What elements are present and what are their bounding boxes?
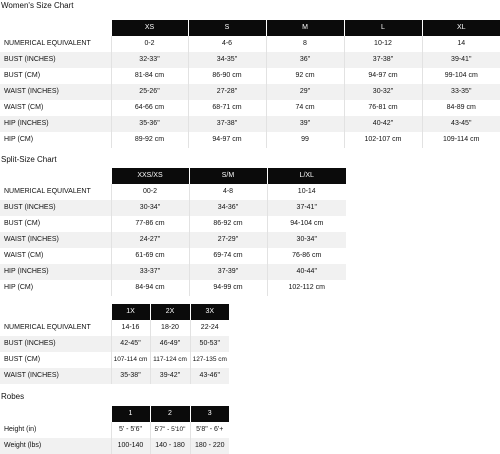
header-size-m: M — [266, 20, 344, 36]
womens-chart-title: Women's Size Chart — [1, 1, 74, 10]
cell-value: 33-37" — [111, 264, 189, 280]
header-row — [0, 20, 500, 36]
header-size-1x: 1X — [111, 304, 150, 320]
row-label: NUMERICAL EQUIVALENT — [4, 324, 91, 331]
row-label: WAIST (CM) — [4, 252, 44, 259]
cell-value: 46-49" — [150, 336, 190, 352]
row-label: BUST (CM) — [4, 72, 41, 79]
cell-value: 76-86 cm — [267, 248, 346, 264]
cell-value: 99-104 cm — [422, 68, 500, 84]
cell-value: 117-124 cm — [150, 352, 190, 368]
header-blank — [0, 20, 111, 36]
cell-value: 81-84 cm — [111, 68, 188, 84]
row-label: WAIST (INCHES) — [0, 84, 111, 100]
cell-value: 35-38" — [111, 368, 150, 384]
row-label: BUST (INCHES) — [0, 52, 111, 68]
header-size-xxs-xs: XXS/XS — [111, 168, 189, 184]
cell-value: 127-135 cm — [190, 352, 229, 368]
cell-value: 25-26" — [111, 84, 188, 100]
cell-value: 94-97 cm — [344, 68, 422, 84]
header-row — [0, 406, 229, 422]
cell-value: 86-90 cm — [188, 68, 266, 84]
cell-value: 37-39" — [189, 264, 267, 280]
table-row — [0, 84, 500, 100]
header-size-l: L — [344, 20, 422, 36]
cell-value: 39-41" — [422, 52, 500, 68]
table-row — [0, 422, 229, 438]
cell-value: 92 cm — [266, 68, 344, 84]
row-label: WAIST (CM) — [4, 104, 44, 111]
table-row — [0, 248, 346, 264]
cell-value: 84-94 cm — [111, 280, 189, 296]
header-blank — [0, 304, 111, 320]
cell-value: 94-104 cm — [267, 216, 346, 232]
robes-chart-title: Robes — [1, 392, 25, 401]
cell-value: 50-53" — [190, 336, 229, 352]
cell-value: 89-92 cm — [111, 132, 188, 148]
header-size-xl: XL — [422, 20, 500, 36]
header-size-s: S — [188, 20, 266, 36]
header-size-xs: XS — [111, 20, 188, 36]
cell-value: 84-89 cm — [422, 100, 500, 116]
table-row — [0, 216, 346, 232]
cell-value: 24-27" — [111, 232, 189, 248]
cell-value: 39" — [266, 116, 344, 132]
robes-size-table — [0, 406, 229, 454]
cell-value: 34-36" — [189, 200, 267, 216]
cell-value: 102-107 cm — [344, 132, 422, 148]
row-label: Height (in) — [4, 426, 37, 433]
cell-value: 102-112 cm — [267, 280, 346, 296]
cell-value: 40-44" — [267, 264, 346, 280]
header-size-l-xl: L/XL — [267, 168, 346, 184]
cell-value: 109-114 cm — [422, 132, 500, 148]
cell-value: 140 - 180 — [150, 438, 190, 454]
row-label: BUST (INCHES) — [0, 200, 111, 216]
cell-value: 74 cm — [266, 100, 344, 116]
split-size-table — [0, 168, 346, 296]
cell-value: 8 — [266, 36, 344, 52]
cell-value: 37-38" — [188, 116, 266, 132]
table-row — [0, 264, 346, 280]
header-row — [0, 168, 346, 184]
cell-value: 30-34" — [111, 200, 189, 216]
row-label: BUST (INCHES) — [0, 336, 111, 352]
cell-value: 42-45" — [111, 336, 150, 352]
cell-value: 43-45" — [422, 116, 500, 132]
cell-value: 10-12 — [344, 36, 422, 52]
header-blank — [0, 406, 111, 422]
cell-value: 100-140 — [111, 438, 150, 454]
cell-value: 4-6 — [188, 36, 266, 52]
header-size-s-m: S/M — [189, 168, 267, 184]
cell-value: 34-35" — [188, 52, 266, 68]
cell-value: 22-24 — [190, 320, 229, 336]
table-row — [0, 52, 500, 68]
table-row — [0, 336, 229, 352]
womens-size-table — [0, 20, 500, 148]
table-row — [0, 184, 346, 200]
table-row — [0, 368, 229, 384]
header-size-2: 2 — [150, 406, 190, 422]
header-blank — [0, 168, 111, 184]
cell-value: 5'7" - 5'10" — [150, 422, 190, 438]
cell-value: 77-86 cm — [111, 216, 189, 232]
row-label: WAIST (INCHES) — [0, 232, 111, 248]
cell-value: 39-42" — [150, 368, 190, 384]
header-row — [0, 304, 229, 320]
table-row — [0, 200, 346, 216]
cell-value: 64-66 cm — [111, 100, 188, 116]
cell-value: 5'8" - 6'+ — [190, 422, 229, 438]
cell-value: 18-20 — [150, 320, 190, 336]
cell-value: 27-28" — [188, 84, 266, 100]
row-label: NUMERICAL EQUIVALENT — [4, 188, 91, 195]
table-row — [0, 68, 500, 84]
row-label: HIP (CM) — [4, 136, 34, 143]
header-size-3: 3 — [190, 406, 229, 422]
row-label: WAIST (INCHES) — [0, 368, 111, 384]
row-label: HIP (INCHES) — [0, 116, 111, 132]
cell-value: 4-8 — [189, 184, 267, 200]
cell-value: 94-99 cm — [189, 280, 267, 296]
header-size-2x: 2X — [150, 304, 190, 320]
row-label: BUST (CM) — [4, 220, 41, 227]
cell-value: 36" — [266, 52, 344, 68]
cell-value: 69-74 cm — [189, 248, 267, 264]
cell-value: 86-92 cm — [189, 216, 267, 232]
cell-value: 29" — [266, 84, 344, 100]
split-chart-title: Split-Size Chart — [1, 155, 57, 164]
table-row — [0, 280, 346, 296]
cell-value: 35-36" — [111, 116, 188, 132]
cell-value: 94-97 cm — [188, 132, 266, 148]
cell-value: 30-34" — [267, 232, 346, 248]
cell-value: 37-41" — [267, 200, 346, 216]
cell-value: 43-46" — [190, 368, 229, 384]
row-label: HIP (CM) — [4, 284, 34, 291]
cell-value: 00-2 — [111, 184, 189, 200]
table-row — [0, 116, 500, 132]
header-size-1: 1 — [111, 406, 150, 422]
header-size-3x: 3X — [190, 304, 229, 320]
cell-value: 107-114 cm — [111, 352, 150, 368]
cell-value: 14 — [422, 36, 500, 52]
table-row — [0, 232, 346, 248]
table-row — [0, 320, 229, 336]
cell-value: 33-35" — [422, 84, 500, 100]
row-label: BUST (CM) — [4, 356, 41, 363]
cell-value: 5' - 5'6" — [111, 422, 150, 438]
table-row — [0, 352, 229, 368]
cell-value: 10-14 — [267, 184, 346, 200]
cell-value: 27-29" — [189, 232, 267, 248]
cell-value: 0-2 — [111, 36, 188, 52]
table-row — [0, 36, 500, 52]
cell-value: 68-71 cm — [188, 100, 266, 116]
row-label: Weight (lbs) — [0, 438, 111, 454]
row-label: NUMERICAL EQUIVALENT — [4, 40, 91, 47]
cell-value: 40-42" — [344, 116, 422, 132]
table-row — [0, 438, 229, 454]
cell-value: 37-38" — [344, 52, 422, 68]
cell-value: 14-16 — [111, 320, 150, 336]
cell-value: 180 - 220 — [190, 438, 229, 454]
cell-value: 61-69 cm — [111, 248, 189, 264]
table-row — [0, 132, 500, 148]
row-label: HIP (INCHES) — [0, 264, 111, 280]
cell-value: 76-81 cm — [344, 100, 422, 116]
table-row — [0, 100, 500, 116]
plus-size-table — [0, 304, 229, 384]
cell-value: 30-32" — [344, 84, 422, 100]
cell-value: 99 — [266, 132, 344, 148]
cell-value: 32-33" — [111, 52, 188, 68]
